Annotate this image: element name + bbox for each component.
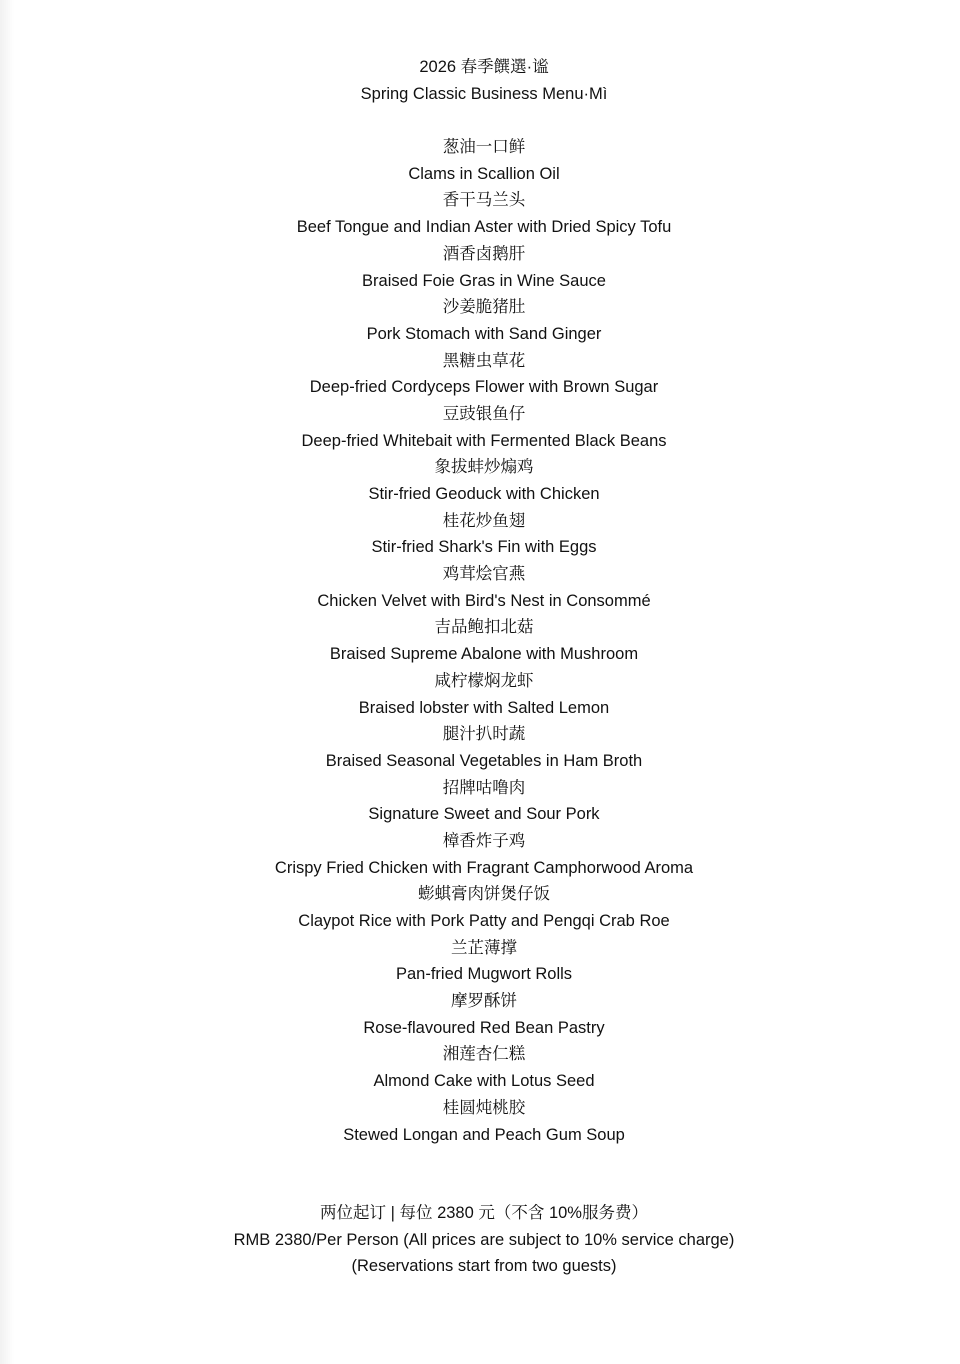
dish-name-zh: 摩罗酥饼 xyxy=(451,992,517,1011)
dish-item xyxy=(0,1041,960,1094)
dish-name-zh: 蟛蜞膏肉饼煲仔饭 xyxy=(418,885,550,904)
dish-name-zh: 樟香炸子鸡 xyxy=(442,831,526,850)
menu-title-en: Spring Classic Business Menu·Mì xyxy=(360,84,608,103)
dish-list xyxy=(0,134,960,1148)
dish-name-en: Stir-fried Shark's Fin with Eggs xyxy=(371,538,597,557)
menu-header xyxy=(0,54,960,107)
dish-item xyxy=(0,294,960,347)
dish-name-en: Stewed Longan and Peach Gum Soup xyxy=(343,1125,625,1144)
dish-name-zh: 葱油一口鲜 xyxy=(442,138,526,157)
dish-name-en: Rose-flavoured Red Bean Pastry xyxy=(363,1018,605,1037)
dish-item xyxy=(0,401,960,454)
dish-name-zh: 沙姜脆猪肚 xyxy=(442,298,526,317)
dish-name-zh: 香干马兰头 xyxy=(442,191,526,210)
dish-item xyxy=(0,454,960,507)
dish-item xyxy=(0,881,960,934)
dish-name-en: Braised lobster with Salted Lemon xyxy=(358,698,610,717)
dish-item xyxy=(0,828,960,881)
dish-name-en: Deep-fried Whitebait with Fermented Black Beans xyxy=(301,431,667,450)
dish-name-en: Pork Stomach with Sand Ginger xyxy=(366,324,602,343)
dish-name-zh: 鸡茸烩官燕 xyxy=(442,565,526,584)
dish-name-en: Almond Cake with Lotus Seed xyxy=(373,1072,595,1091)
dish-name-en: Beef Tongue and Indian Aster with Dried Spicy Tofu xyxy=(296,218,672,237)
dish-item xyxy=(0,241,960,294)
menu-title-zh: 2026 春季饌選·谧 xyxy=(419,58,549,76)
dish-item xyxy=(0,935,960,988)
price-zh: 两位起订 | 每位 2380 元（不含 10%服务费） xyxy=(320,1204,648,1222)
dish-name-en: Pan-fried Mugwort Rolls xyxy=(395,965,573,984)
dish-item xyxy=(0,508,960,561)
dish-name-zh: 咸柠檬焖龙虾 xyxy=(434,671,534,690)
dish-name-zh: 桂圆炖桃胶 xyxy=(442,1098,526,1117)
dish-name-zh: 兰芷薄撑 xyxy=(451,938,517,957)
dish-name-en: Clams in Scallion Oil xyxy=(408,164,560,183)
dish-name-en: Chicken Velvet with Bird's Nest in Consommé xyxy=(317,591,651,610)
dish-name-zh: 桂花炒鱼翅 xyxy=(442,511,526,530)
dish-name-en: Signature Sweet and Sour Pork xyxy=(368,805,600,824)
reservation-note: (Reservations start from two guests) xyxy=(351,1257,617,1276)
dish-name-en: Braised Seasonal Vegetables in Ham Broth xyxy=(325,751,643,770)
dish-name-en: Claypot Rice with Pork Patty and Pengqi Crab Roe xyxy=(298,912,670,930)
price-en: RMB 2380/Per Person (All prices are subject to 10% service charge) xyxy=(233,1230,735,1249)
dish-name-en: Braised Supreme Abalone with Mushroom xyxy=(329,645,639,664)
menu-footer xyxy=(0,1200,960,1280)
dish-name-zh: 吉品鲍扣北菇 xyxy=(434,618,534,637)
menu-document xyxy=(0,54,960,1148)
dish-name-zh: 酒香卤鹅肝 xyxy=(442,244,526,263)
dish-name-zh: 象拔蚌炒煽鸡 xyxy=(434,458,534,477)
dish-item xyxy=(0,775,960,828)
dish-name-en: Braised Foie Gras in Wine Sauce xyxy=(362,271,606,290)
header-spacer xyxy=(0,107,960,134)
dish-name-en: Crispy Fried Chicken with Fragrant Camphorwood Aroma xyxy=(274,858,694,877)
dish-item xyxy=(0,134,960,187)
dish-name-zh: 湘莲杏仁糕 xyxy=(442,1045,526,1064)
dish-item xyxy=(0,561,960,614)
dish-item xyxy=(0,721,960,774)
dish-name-zh: 豆豉银鱼仔 xyxy=(442,404,526,423)
dish-item xyxy=(0,1095,960,1148)
dish-item xyxy=(0,348,960,401)
dish-name-zh: 黑糖虫草花 xyxy=(442,351,526,370)
dish-name-zh: 腿汁扒时蔬 xyxy=(442,725,526,744)
dish-name-zh: 招牌咕噜肉 xyxy=(442,778,526,797)
dish-item xyxy=(0,614,960,667)
dish-name-en: Deep-fried Cordyceps Flower with Brown Sugar xyxy=(309,378,659,397)
dish-item xyxy=(0,988,960,1041)
dish-item xyxy=(0,187,960,240)
dish-item xyxy=(0,668,960,721)
dish-name-en: Stir-fried Geoduck with Chicken xyxy=(368,485,600,503)
